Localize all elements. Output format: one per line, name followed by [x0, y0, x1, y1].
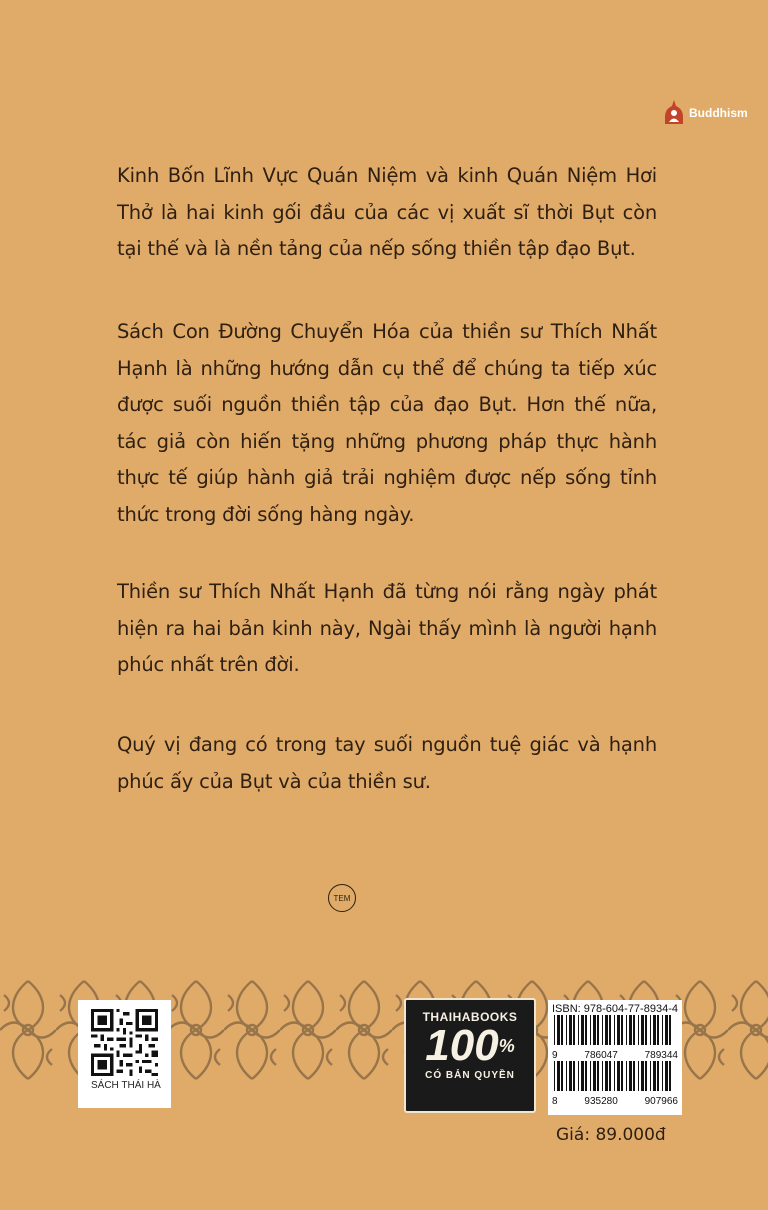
barcode-bar: [669, 1061, 671, 1091]
barcode-bar: [641, 1061, 644, 1091]
barcode-bar: [626, 1061, 627, 1091]
barcode-bar: [593, 1015, 596, 1045]
copyright-number: 100: [425, 1021, 499, 1070]
copyright-badge: [404, 998, 536, 1113]
barcode-bar: [614, 1061, 615, 1091]
qr-caption: SÁCH THÁI HÀ: [91, 1080, 161, 1091]
barcode-bar: [641, 1015, 644, 1045]
barcode-bar: [650, 1061, 651, 1091]
barcode-bar: [578, 1061, 579, 1091]
barcode-bar: [657, 1015, 659, 1045]
barcode-bar: [633, 1061, 635, 1091]
barcode-bar: [665, 1015, 668, 1045]
qr-code-box: [78, 1000, 171, 1108]
buddha-stupa-icon: [663, 100, 685, 126]
barcode-bar: [557, 1061, 560, 1091]
barcode-bar: [617, 1061, 620, 1091]
barcode-bar: [585, 1061, 587, 1091]
paragraph-3: Thiền sư Thích Nhất Hạnh đã từng nói rằng ngày phát hiện ra hai bản kinh này, Ngài thấy mình là người hạnh phúc nhất trên đời.: [117, 580, 657, 676]
qr-code-icon: [91, 1009, 158, 1076]
ean-digits: [552, 1096, 678, 1107]
barcode-bar: [569, 1015, 572, 1045]
barcode-bar: [597, 1015, 599, 1045]
barcode-bar: [593, 1061, 596, 1091]
barcode-bar: [650, 1015, 651, 1045]
isbn-digit-group-1: 786047: [584, 1050, 618, 1061]
isbn-digit-prefix: 9: [552, 1050, 558, 1061]
paragraph-1: Kinh Bốn Lĩnh Vực Quán Niệm và kinh Quán Niệm Hơi Thở là hai kinh gối đầu của các vị xuất sĩ thời Bụt còn tại thế và là nền tảng của nếp sống thiền tập đạo Bụt.: [117, 164, 657, 260]
barcode-bar: [645, 1015, 647, 1045]
barcode-bar: [665, 1061, 668, 1091]
barcode-bar: [653, 1061, 656, 1091]
barcode-bar: [573, 1015, 575, 1045]
barcode-bar: [657, 1061, 659, 1091]
barcode-bar: [638, 1015, 639, 1045]
barcode-bar: [626, 1015, 627, 1045]
ean-digit-group-2: 907966: [644, 1096, 678, 1107]
barcode-bar: [581, 1061, 584, 1091]
barcode-bar: [662, 1061, 663, 1091]
barcode-bar: [602, 1061, 603, 1091]
barcode-bar: [621, 1061, 623, 1091]
barcode-bar: [669, 1015, 671, 1045]
barcode-bar: [566, 1015, 567, 1045]
barcode-bar: [585, 1015, 587, 1045]
barcode-bar: [653, 1015, 656, 1045]
barcode-bar: [605, 1015, 608, 1045]
tem-stamp: TEM: [328, 884, 356, 912]
barcode-bar: [569, 1061, 572, 1091]
copyright-brand: THAIHABOOKS: [422, 1010, 518, 1024]
barcode-bar: [617, 1015, 620, 1045]
ean-barcode: [552, 1061, 678, 1091]
isbn-barcode: [552, 1015, 678, 1045]
price-label: Giá: 89.000đ: [556, 1125, 666, 1145]
barcode-bar: [614, 1015, 615, 1045]
barcode-bar: [609, 1061, 611, 1091]
ean-digit-group-1: 935280: [584, 1096, 618, 1107]
copyright-subtitle: CÓ BẢN QUYỀN: [425, 1070, 515, 1081]
ean-digit-prefix: 8: [552, 1096, 558, 1107]
barcode-bar: [578, 1015, 579, 1045]
copyright-percent-sign: %: [498, 1036, 515, 1056]
barcode-bar: [645, 1061, 647, 1091]
barcode-bar: [561, 1015, 563, 1045]
barcode-bar: [605, 1061, 608, 1091]
brand-logo: [663, 100, 748, 126]
copyright-percent: [406, 1021, 534, 1070]
barcode-bar: [602, 1015, 603, 1045]
barcode-bar: [557, 1015, 560, 1045]
barcode-bar: [566, 1061, 567, 1091]
barcode-bar: [590, 1015, 591, 1045]
isbn-digits: [552, 1050, 678, 1061]
barcode-bar: [554, 1061, 555, 1091]
isbn-label: ISBN: 978-604-77-8934-4: [552, 1003, 678, 1015]
barcode-bar: [590, 1061, 591, 1091]
barcode-bar: [573, 1061, 575, 1091]
barcode-bar: [638, 1061, 639, 1091]
barcode-bar: [561, 1061, 563, 1091]
barcode-box: [548, 1000, 682, 1115]
paragraph-2: Sách Con Đường Chuyển Hóa của thiền sư Thích Nhất Hạnh là những hướng dẫn cụ thể để chúng ta tiếp xúc được suối nguồn thiền tập của đạo Bụt. Hơn thế nữa, tác giả còn hiến tặng những phương pháp thực hành thực tế giúp hành giả trải nghiệm được nếp sống tỉnh thức trong đời sống hàng ngày.: [117, 320, 657, 526]
barcode-bar: [581, 1015, 584, 1045]
barcode-bar: [621, 1015, 623, 1045]
barcode-bar: [633, 1015, 635, 1045]
barcode-bar: [662, 1015, 663, 1045]
barcode-bar: [597, 1061, 599, 1091]
barcode-bar: [554, 1015, 555, 1045]
barcode-bar: [629, 1015, 632, 1045]
paragraph-4: Quý vị đang có trong tay suối nguồn tuệ giác và hạnh phúc ấy của Bụt và của thiền sư.: [117, 733, 657, 793]
isbn-digit-group-2: 789344: [644, 1050, 678, 1061]
barcode-bar: [609, 1015, 611, 1045]
barcode-bar: [629, 1061, 632, 1091]
brand-label: Buddhism: [689, 106, 748, 120]
